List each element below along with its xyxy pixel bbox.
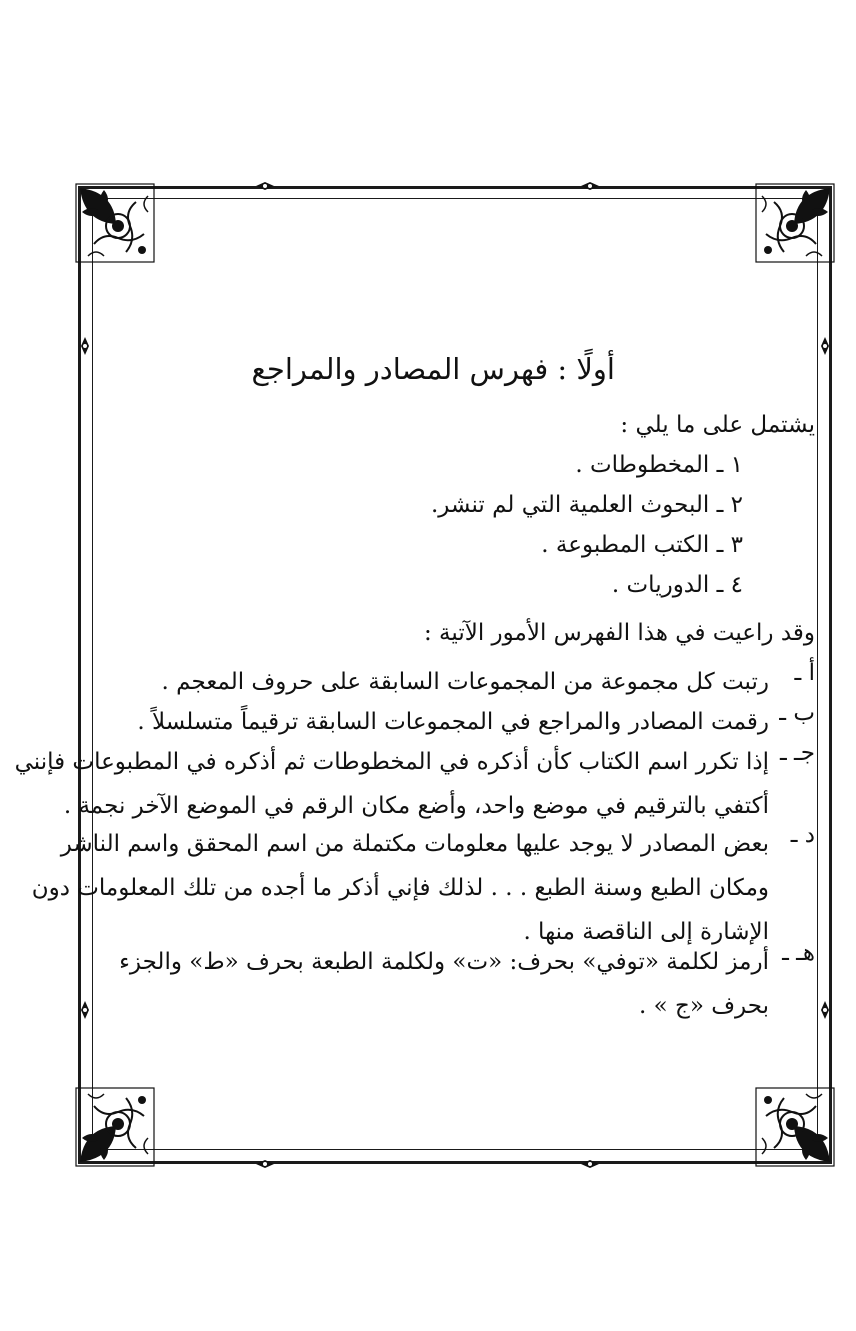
corner-ornament-icon	[754, 1086, 836, 1168]
rule-line: بحرف «ج » .	[638, 993, 769, 1019]
list-item: ٤ ـ الدوريات .	[611, 572, 743, 598]
rule-line: أكتفي بالترقيم في موضع واحد، وأضع مكان الرقم في الموضع الآخر نجمة .	[63, 793, 769, 819]
rule-line: بعض المصادر لا يوجد عليها معلومات مكتملة من اسم المحقق واسم الناشر	[60, 831, 769, 857]
side-ornament-icon	[75, 1000, 95, 1020]
side-ornament-icon	[255, 176, 275, 196]
corner-ornament-icon	[754, 182, 836, 264]
corner-ornament-icon	[74, 182, 156, 264]
side-ornament-icon	[75, 336, 95, 356]
rule-letter: هـ ـ	[782, 940, 815, 966]
side-ornament-icon	[815, 1000, 835, 1020]
rule-line: الإشارة إلى الناقصة منها .	[523, 919, 769, 945]
rule-line: إذا تكرر اسم الكتاب كأن أذكره في المخطوطات ثم أذكره في المطبوعات فإنني	[14, 749, 769, 775]
note-text: وقد راعيت في هذا الفهرس الأمور الآتية :	[424, 620, 815, 646]
list-item: ٢ ـ البحوث العلمية التي لم تنشر.	[430, 492, 743, 518]
corner-ornament-icon	[74, 1086, 156, 1168]
side-ornament-icon	[580, 1154, 600, 1174]
rule-line: رتبت كل مجموعة من المجموعات السابقة على حروف المعجم .	[161, 669, 769, 695]
rule-line: ومكان الطبع وسنة الطبع . . . لذلك فإني أذكر ما أجده من تلك المعلومات دون	[31, 875, 769, 901]
list-item: ٣ ـ الكتب المطبوعة .	[541, 532, 743, 558]
side-ornament-icon	[255, 1154, 275, 1174]
rule-letter: جـ ـ	[779, 740, 815, 766]
side-ornament-icon	[815, 336, 835, 356]
rule-line: رقمت المصادر والمراجع في المجموعات السابقة ترقيماً متسلسلاً .	[137, 709, 769, 735]
page-title: أولًا : فهرس المصادر والمراجع	[251, 352, 615, 386]
page-content	[14, 340, 815, 1040]
intro-text: يشتمل على ما يلي :	[620, 412, 815, 438]
rule-letter: د ـ	[790, 822, 815, 848]
side-ornament-icon	[580, 176, 600, 196]
rule-letter: أ ـ	[794, 660, 815, 686]
rule-line: أرمز لكلمة «توفي» بحرف: «ت» ولكلمة الطبعة بحرف «ط» والجزء	[119, 949, 769, 975]
list-item: ١ ـ المخطوطات .	[575, 452, 743, 478]
rule-letter: ب ـ	[779, 700, 815, 726]
